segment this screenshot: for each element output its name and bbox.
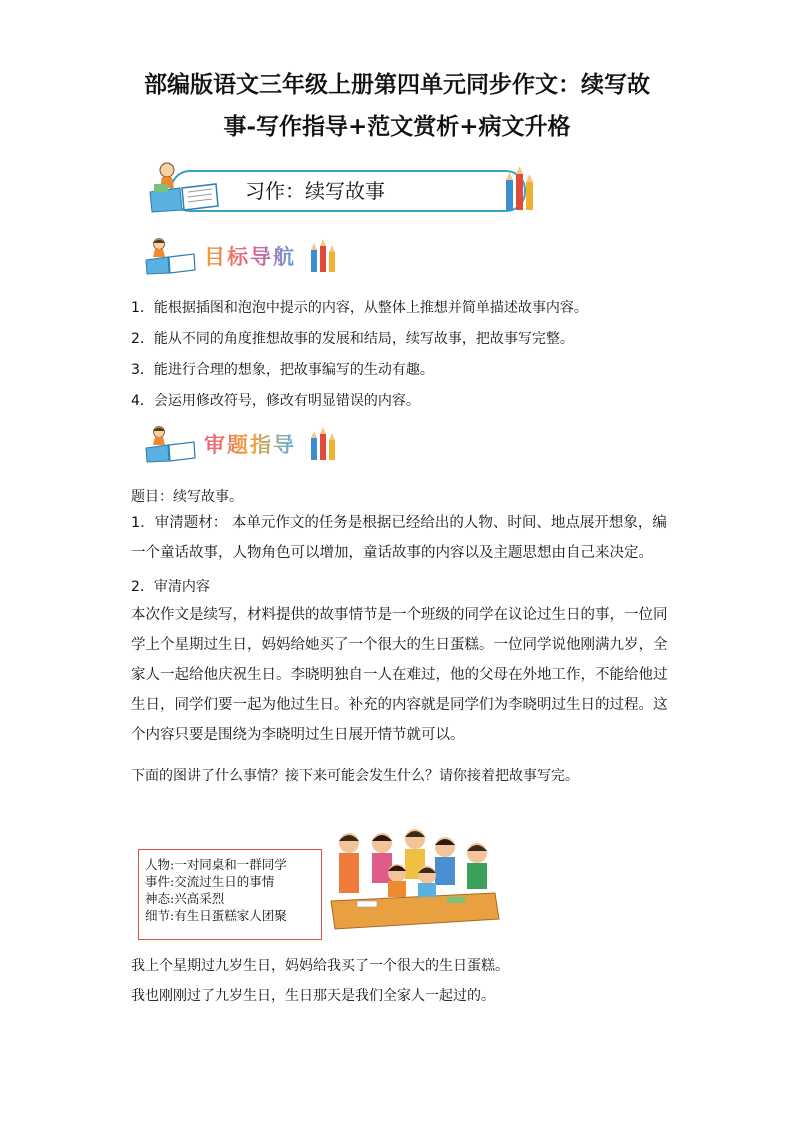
goal-item-4: 4．会运用修改符号，修改有明显错误的内容。 — [131, 393, 420, 409]
document-title-line1: 部编版语文三年级上册第四单元同步作文：续写故 — [144, 71, 650, 98]
guide-item-2-heading: 2．审清内容 — [131, 579, 210, 595]
classroom-children-illustration — [327, 823, 500, 935]
book-girl-icon — [140, 236, 202, 276]
pencils-icon — [502, 164, 538, 212]
topic-line: 题目：续写故事。 — [131, 489, 243, 505]
book-girl-icon — [140, 158, 230, 214]
goal-item-2: 2．能从不同的角度推想故事的发展和结局，续写故事，把故事写完整。 — [131, 331, 574, 347]
document-title-line2: 事-写作指导+范文赏析+病文升格 — [223, 113, 571, 140]
story-line-2: 我也刚刚过了九岁生日，生日那天是我们全家人一起过的。 — [131, 988, 495, 1004]
question-line: 下面的图讲了什么事情？接下来可能会发生什么？请你接着把故事写完。 — [131, 768, 579, 784]
info-characters: 人物:一对同桌和一群同学 — [145, 857, 287, 872]
guide-item-1: 1．审清题材： 本单元作文的任务是根据已经给出的人物、时间、地点展开想象，编一个童话故事，人物角色可以增加，童话故事的内容以及主题思想由自己来决定。 — [131, 515, 667, 561]
section-goals-title: 目标导航 — [204, 245, 296, 269]
story-info-box — [138, 849, 322, 940]
section-goals-header — [140, 236, 350, 276]
goal-item-3: 3．能进行合理的想象，把故事编写的生动有趣。 — [131, 362, 434, 378]
guide-item-2-body: 本次作文是续写，材料提供的故事情节是一个班级的同学在议论过生日的事，一位同学上个星期过生日，妈妈给她买了一个很大的生日蛋糕。一位同学说他刚满九岁，全家人一起给他庆祝生日。李晓明独自一人在难过，他的父母在外地工作，不能给他过生日，同学们要一起为他过生日。补充的内容就是同学们为李晓明过生日的过程。这个内容只要是围绕为李晓明过生日展开情节就可以。 — [131, 607, 668, 743]
info-expression: 神态:兴高采烈 — [145, 891, 225, 906]
section-banner — [140, 158, 540, 214]
info-event: 事件:交流过生日的事情 — [145, 874, 275, 889]
section-guide-title: 审题指导 — [204, 433, 296, 457]
story-line-1: 我上个星期过九岁生日，妈妈给我买了一个很大的生日蛋糕。 — [131, 958, 509, 974]
pencils-icon — [308, 426, 338, 462]
goal-item-1: 1．能根据插图和泡泡中提示的内容，从整体上推想并简单描述故事内容。 — [131, 300, 588, 316]
book-girl-icon — [140, 424, 202, 464]
info-detail: 细节:有生日蛋糕家人团聚 — [145, 908, 287, 923]
banner-title: 习作：续写故事 — [245, 179, 385, 203]
pencils-icon — [308, 238, 338, 274]
section-guide-header — [140, 424, 350, 464]
